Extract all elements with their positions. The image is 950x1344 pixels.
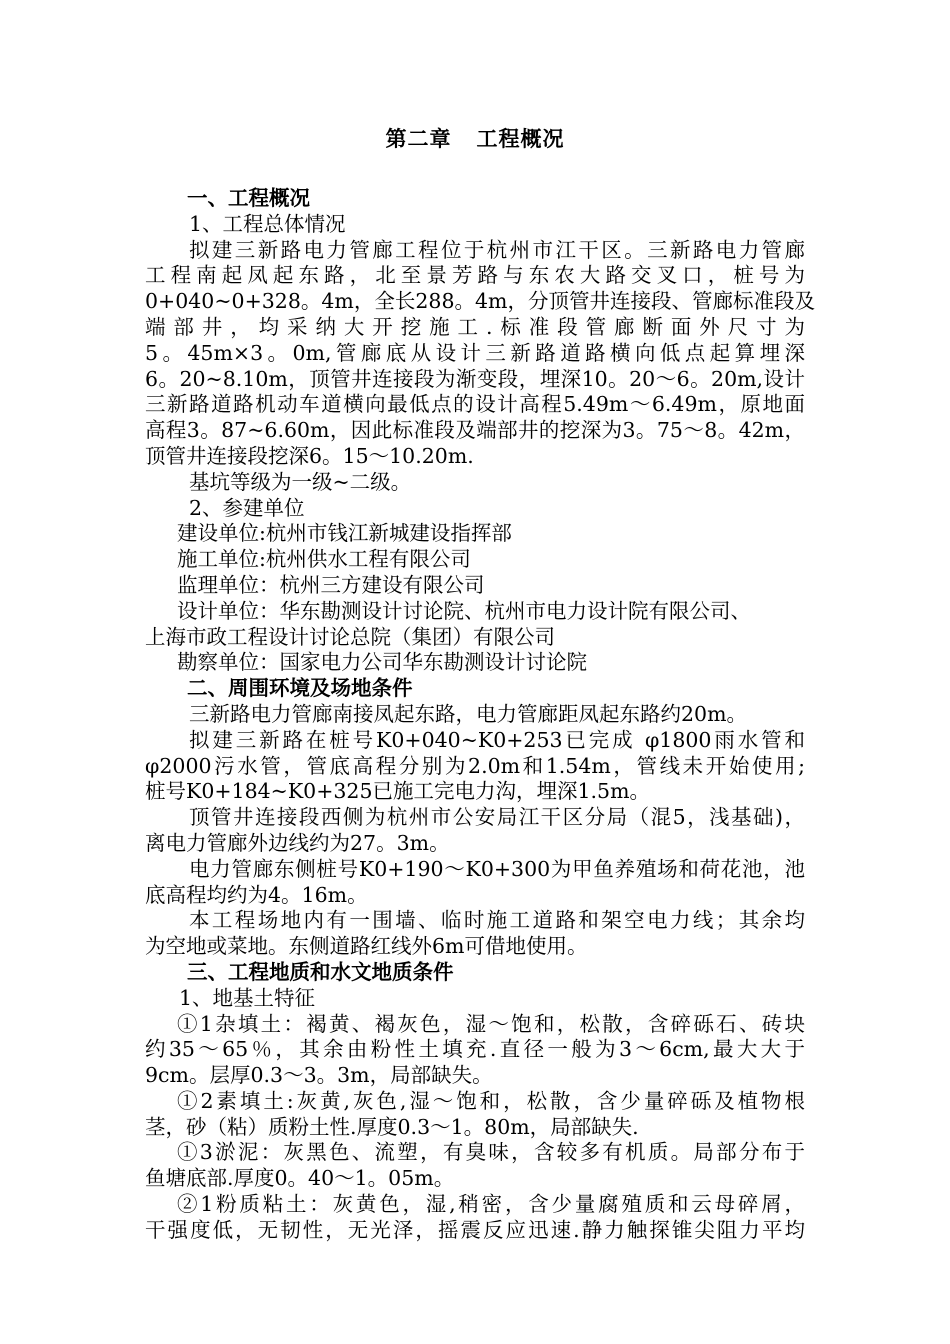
section-heading: 二、周围环境及场地条件 <box>187 676 413 701</box>
paragraph-line: 三新路电力管廊南接凤起东路，电力管廊距凤起东路约20m。 <box>189 701 748 726</box>
paragraph-line: 为空地或菜地。东侧道路红线外6m可借地使用。 <box>145 934 588 959</box>
participant-line: 设计单位：华东勘测设计讨论院、杭州市电力设计院有限公司、 <box>177 598 751 623</box>
participant-line: 勘察单位：国家电力公司华东勘测设计讨论院 <box>177 650 587 675</box>
paragraph-line: 工程南起凤起东路，北至景芳路与东农大路交叉口，桩号为 <box>145 263 805 288</box>
participant-line: 施工单位:杭州供水工程有限公司 <box>177 547 471 572</box>
paragraph-line: ①1杂填土：褐黄、褐灰色，湿～饱和，松散，含碎砾石、砖块 <box>177 1011 805 1036</box>
paragraph-line: 离电力管廊外边线约为27。3m。 <box>145 830 450 855</box>
paragraph-line: 拟建三新路在桩号K0+040~K0+253已完成 φ1800雨水管和 <box>189 727 805 752</box>
paragraph-line: 茎，砂（粘）质粉土性.厚度0.3～1。80m，局部缺失. <box>145 1114 639 1139</box>
paragraph-line: 拟建三新路电力管廊工程位于杭州市江干区。三新路电力管廊 <box>189 237 805 262</box>
paragraph-line: 高程3。87~6.60m，因此标准段及端部井的挖深为3。75～8。42m， <box>145 418 805 443</box>
paragraph-line: 基坑等级为一级~二级。 <box>189 469 412 494</box>
paragraph-line: 5。45m×3。0m,管廊底从设计三新路道路横向低点起算埋深 <box>145 340 805 365</box>
paragraph-line: 端部井，均采纳大开挖施工.标准段管廊断面外尺寸为 <box>145 314 805 339</box>
paragraph-line: 底高程均约为4。16m。 <box>145 882 368 907</box>
paragraph-line: ①3淤泥：灰黑色、流塑，有臭味，含较多有机质。局部分布于 <box>177 1140 805 1165</box>
paragraph-line: 桩号K0+184~K0+325已施工完电力沟，埋深1.5m。 <box>145 779 651 804</box>
paragraph-line: 鱼塘底部.厚度0。40～1。05m。 <box>145 1166 455 1191</box>
section-heading: 一、工程概况 <box>187 186 310 210</box>
participant-line: 建设单位:杭州市钱江新城建设指挥部 <box>177 521 512 546</box>
participant-line: 监理单位：杭州三方建设有限公司 <box>177 572 485 597</box>
document-body <box>145 186 815 1244</box>
subsection-heading: 2、参建单位 <box>189 495 305 520</box>
paragraph-line: 9cm。层厚0.3～3。3m，局部缺失。 <box>145 1063 493 1088</box>
paragraph-line: 顶管井连接段西侧为杭州市公安局江干区分局（混5，浅基础)， <box>189 805 805 830</box>
paragraph-line: 本工程场地内有一围墙、临时施工道路和架空电力线；其余均 <box>189 908 805 933</box>
subsection-heading: 1、工程总体情况 <box>189 211 346 236</box>
paragraph-line: 6。20~8.10m，顶管井连接段为渐变段，埋深10。20～6。20m,设计 <box>145 366 805 391</box>
paragraph-line: ②1粉质粘土：灰黄色，湿,稍密，含少量腐殖质和云母碎屑， <box>177 1192 805 1217</box>
paragraph-line: 0+040~0+328。4m，全长288。4m，分顶管井连接段、管廊标准段及 <box>145 289 815 314</box>
paragraph-line: 电力管廊东侧桩号K0+190～K0+300为甲鱼养殖场和荷花池，池 <box>189 856 805 881</box>
participant-line: 上海市政工程设计讨论总院（集团）有限公司 <box>145 624 555 649</box>
paragraph-line: 约35～65％，其余由粉性土填充.直径一般为3～6cm,最大大于 <box>145 1037 805 1062</box>
paragraph-line: 顶管井连接段挖深6。15～10.20m. <box>145 443 474 468</box>
paragraph-line: ①2素填土:灰黄,灰色,湿～饱和，松散，含少量碎砾及植物根 <box>177 1088 805 1113</box>
section-heading: 三、工程地质和水文地质条件 <box>187 959 454 984</box>
subsection-heading: 1、地基土特征 <box>179 985 316 1010</box>
paragraph-line: 三新路道路机动车道横向最低点的设计高程5.49m～6.49m，原地面 <box>145 392 805 417</box>
chapter-title: 第二章 工程概况 <box>385 127 565 151</box>
paragraph-line: 干强度低，无韧性，无光泽，摇震反应迅速.静力触探锥尖阻力平均 <box>145 1217 805 1242</box>
paragraph-line: φ2000污水管，管底高程分别为2.0m和1.54m，管线未开始使用; <box>145 753 805 778</box>
